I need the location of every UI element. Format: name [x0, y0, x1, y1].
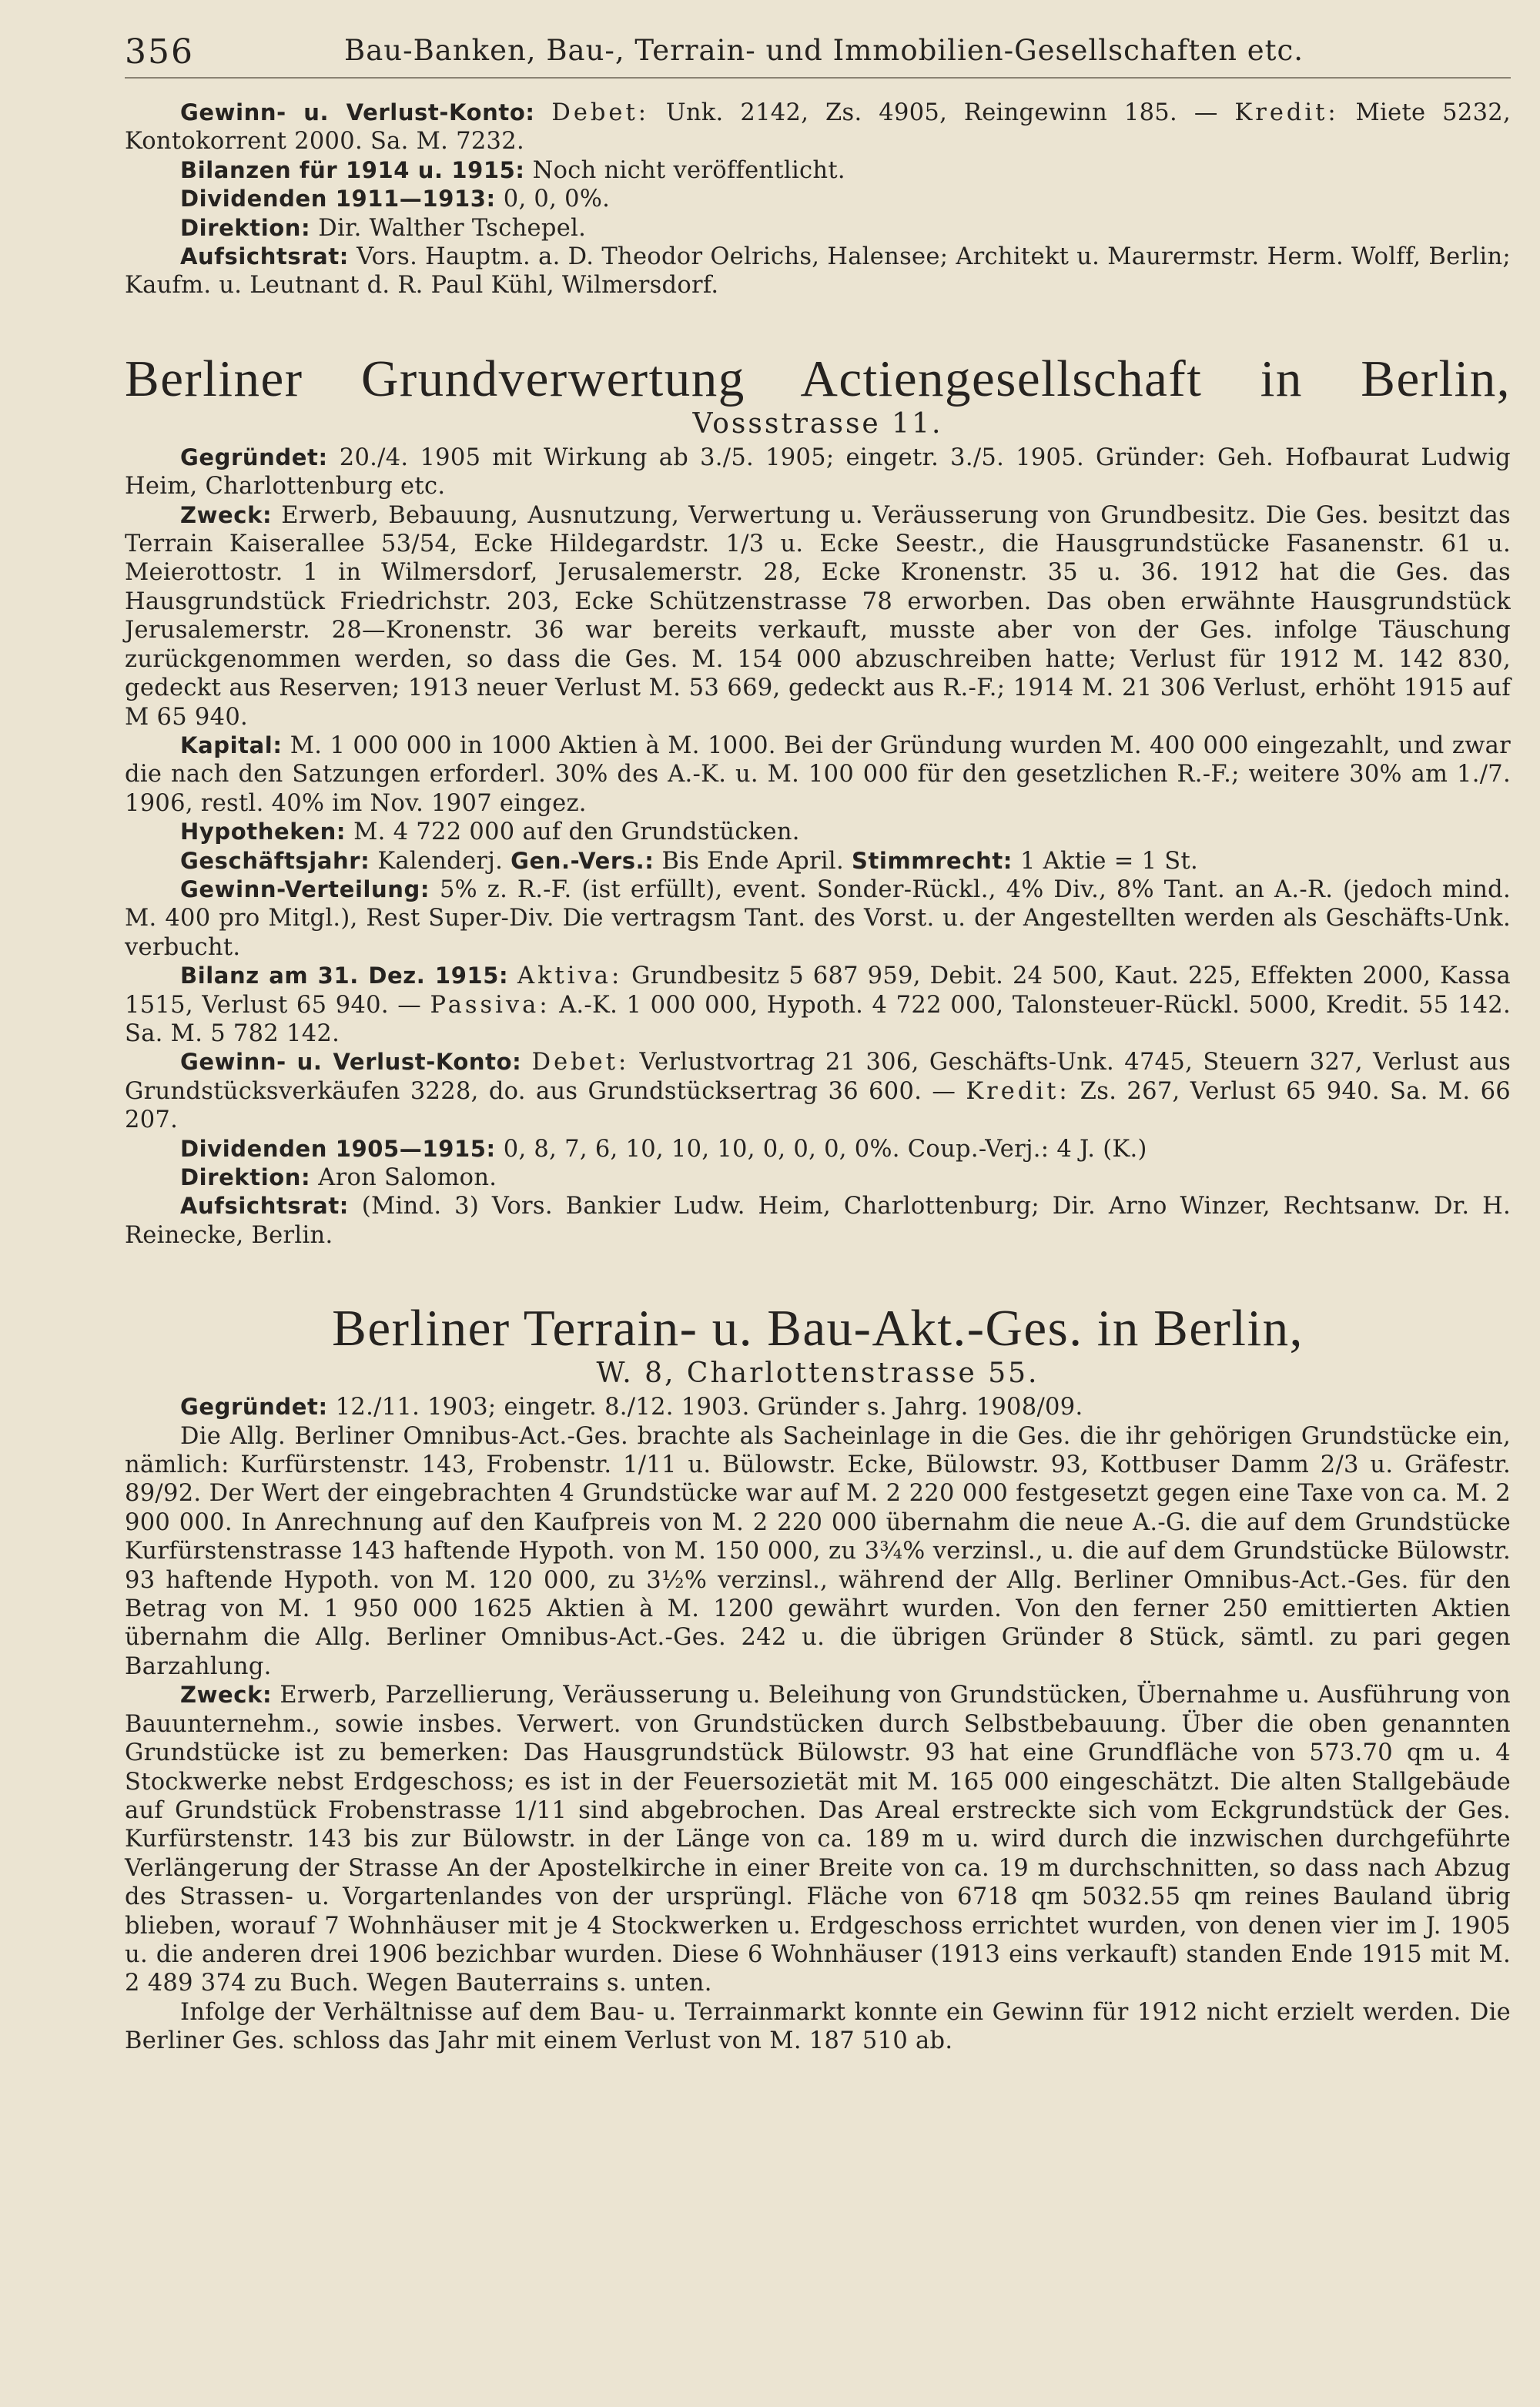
page-header [125, 32, 1511, 79]
gegruendet-entry: Gegründet: 12./11. 1903; eingetr. 8./12. 1903. Gründer s. Jahrg. 1908/09. [180, 1394, 1083, 1421]
running-head: Bau-Banken, Bau-, Terrain- und Immobilien-Gesellschaften etc. [344, 34, 1304, 67]
page-content [125, 99, 1511, 2056]
kapital-entry: Kapital: M. 1 000 000 in 1000 Aktien à M. 1000. Bei der Gründung wurden M. 400 000 eingezahlt, und zwar die nach den Satzungen erforderl. 30% des A.-K. u. M. 100 000 für den gesetzlichen R.-F.; weitere 30% am 1./7. 1906, restl. 40% im Nov. 1907 eingez. [125, 731, 1511, 817]
company-address: Vossstrasse 11. [692, 407, 943, 440]
company-title: Berliner Grundverwertung Actiengesellschaft in Berlin, [125, 350, 1511, 407]
aufsichtsrat-entry: Aufsichtsrat: (Mind. 3) Vors. Bankier Ludw. Heim, Charlottenburg; Dir. Arno Winzer, Rechtsanw. Dr. H. Reinecke, Berlin. [125, 1193, 1511, 1249]
company-berliner-terrain [125, 1299, 1511, 2055]
dividenden-entry: Dividenden 1911—1913: 0, 0, 0%. [180, 186, 611, 213]
zweck-entry: Zweck: Erwerb, Parzellierung, Veräusserung u. Beleihung von Grundstücken, Übernahme u. Ausführung von Bauunternehm., sowie insbes. Verwert. von Grundstücken durch Selbstbebauung. Über die oben genannten Grundstücke ist zu bemerken: Das Hausgrundstück Bülowstr. 93 hat eine Grundfläche von 573.70 qm u. 4 Stockwerke nebst Erdgeschoss; es ist in der Feuersozietät mit M. 165 000 eingeschätzt. Die alten Stallgebäude auf Grundstück Frobenstrasse 1/11 sind abgebrochen. Das Areal erstreckte sich vom Eckgrundstück der Ges. Kurfürstenstr. 143 bis zur Bülowstr. in der Länge von ca. 189 m u. wird durch die inzwischen durchgeführte Verlängerung der Strasse An der Apostelkirche in einer Breite von ca. 19 m durchschnitten, so dass nach Abzug des Strassen- u. Vorgartenlandes von der ursprüngl. Fläche von 6718 qm 5032.55 qm reines Bauland übrig blieben, worauf 7 Wohnhäuser mit je 4 Stockwerken u. Erdgeschoss errichtet wurden, von denen vier im J. 1905 u. die anderen drei 1906 bezichbar wurden. Diese 6 Wohnhäuser (1913 eins verkauft) standen Ende 1915 mit M. 2 489 374 zu Buch. Wegen Bauterrains s. unten. [125, 1682, 1511, 1997]
direktion-entry: Direktion: Dir. Walther Tschepel. [180, 214, 587, 242]
direktion-entry: Direktion: Aron Salomon. [180, 1164, 497, 1191]
aufsichtsrat-entry: Aufsichtsrat: Vors. Hauptm. a. D. Theodor Oelrichs, Halensee; Architekt u. Maurermstr. Herm. Wolff, Berlin; Kaufm. u. Leutnant d. R. Paul Kühl, Wilmersdorf. [125, 243, 1511, 300]
zweck-entry: Zweck: Erwerb, Bebauung, Ausnutzung, Verwertung u. Veräusserung von Grundbesitz. Die Ges. besitzt das Terrain Kaiserallee 53/54, Ecke Hildegardstr. 1/3 u. Ecke Seestr., die Hausgrundstücke Fasanenstr. 61 u. Meierottostr. 1 in Wilmersdorf, Jerusalemerstr. 28, Ecke Kronenstr. 35 u. 36. 1912 hat die Ges. das Hausgrundstück Friedrichstr. 203, Ecke Schützenstrasse 78 erworben. Das oben erwähnte Hausgrundstück Jerusalemerstr. 28—Kronenstr. 36 war bereits verkauft, musste aber von der Ges. infolge Täuschung zurückgenommen werden, so dass die Ges. M. 154 000 abzuschreiben hatte; Verlust für 1912 M. 142 830, gedeckt aus Reserven; 1913 neuer Verlust M. 53 669, gedeckt aus R.-F.; 1914 M. 21 306 Verlust, erhöht 1915 auf M 65 940. [125, 501, 1512, 731]
gewinn-verteilung-entry: Gewinn-Verteilung: 5% z. R.-F. (ist erfüllt), event. Sonder-Rückl., 4% Div., 8% Tant. an A.-R. (jedoch mind. M. 400 pro Mitgl.), Rest Super-Div. Die vertragsm Tant. des Vorst. u. der Angestellten werden als Geschäfts-Unk. verbucht. [125, 875, 1512, 961]
geschaeftsjahr-entry: Geschäftsjahr: Kalenderj. Gen.-Vers.: Bis Ende April. Stimmrecht: 1 Aktie = 1 St. [180, 847, 1199, 875]
company-berliner-grundverwertung [125, 350, 1511, 1250]
hypotheken-entry: Hypotheken: M. 4 722 000 auf den Grundstücken. [180, 819, 800, 846]
gegruendet-entry: Gegründet: 20./4. 1905 mit Wirkung ab 3./5. 1905; eingetr. 3./5. 1905. Gründer: Geh. Hofbaurat Ludwig Heim, Charlottenburg etc. [125, 444, 1511, 500]
bilanzen-entry: Bilanzen für 1914 u. 1915: Noch nicht veröffentlicht. [180, 156, 845, 184]
company-title: Berliner Terrain- u. Bau-Akt.-Ges. in Berlin, [332, 1300, 1304, 1357]
previous-company-continuation [125, 99, 1511, 300]
infolge-paragraph: Infolge der Verhältnisse auf dem Bau- u. Terrainmarkt konnte ein Gewinn für 1912 nicht erzielt werden. Die Berliner Ges. schloss das Jahr mit einem Verlust von M. 187 510 ab. [125, 1998, 1511, 2055]
company-address: W. 8, Charlottenstrasse 55. [596, 1357, 1040, 1390]
bilanz-entry: Bilanz am 31. Dez. 1915: Aktiva: Grundbesitz 5 687 959, Debit. 24 500, Kaut. 225, Effekten 2000, Kassa 1515, Verlust 65 940. — Passiva: A.-K. 1 000 000, Hypoth. 4 722 000, Talonsteuer-Rückl. 5000, Kredit. 55 142. Sa. M. 5 782 142. [125, 962, 1512, 1047]
intro-paragraph: Die Allg. Berliner Omnibus-Act.-Ges. brachte als Sacheinlage in die Ges. die ihr gehörigen Grundstücke ein, nämlich: Kurfürstenstr. 143, Frobenstr. 1/11 u. Bülowstr. Ecke, Bülowstr. 93, Kottbuser Damm 2/3 u. Gräfestr. 89/92. Der Wert der eingebrachten 4 Grundstücke war auf M. 2 220 000 festgesetzt gegen eine Taxe von ca. M. 2 900 000. In Anrechnung auf den Kaufpreis von M. 2 220 000 übernahm die neue A.-G. die auf dem Grundstücke Kurfürstenstrasse 143 haftende Hypoth. von M. 150 000, zu 3¾% verzinsl., u. die auf dem Grundstücke Bülowstr. 93 haftende Hypoth. von M. 120 000, zu 3½% verzinsl., während der Allg. Berliner Omnibus-Act.-Ges. für den Betrag von M. 1 950 000 1625 Aktien à M. 1200 gewährt wurden. Von den ferner 250 emittierten Aktien übernahm die Allg. Berliner Omnibus-Act.-Ges. 242 u. die übrigen Gründer 8 Stück, sämtl. zu pari gegen Barzahlung. [125, 1422, 1511, 1680]
header-rule [125, 77, 1511, 79]
gewinn-verlust-entry: Gewinn- u. Verlust-Konto: Debet: Unk. 2142, Zs. 4905, Reingewinn 185. — Kredit: Miete 5232, Kontokorrent 2000. Sa. M. 7232. [125, 99, 1511, 156]
page-number: 356 [125, 32, 194, 72]
gewinn-verlust-entry: Gewinn- u. Verlust-Konto: Debet: Verlustvortrag 21 306, Geschäfts-Unk. 4745, Steuern 327, Verlust aus Grundstücksverkäufen 3228, do. aus Grundstücksertrag 36 600. — Kredit: Zs. 267, Verlust 65 940. Sa. M. 66 207. [125, 1049, 1512, 1134]
dividenden-entry: Dividenden 1905—1915: 0, 8, 7, 6, 10, 10, 10, 0, 0, 0, 0%. Coup.-Verj.: 4 J. (K.) [180, 1135, 1147, 1163]
